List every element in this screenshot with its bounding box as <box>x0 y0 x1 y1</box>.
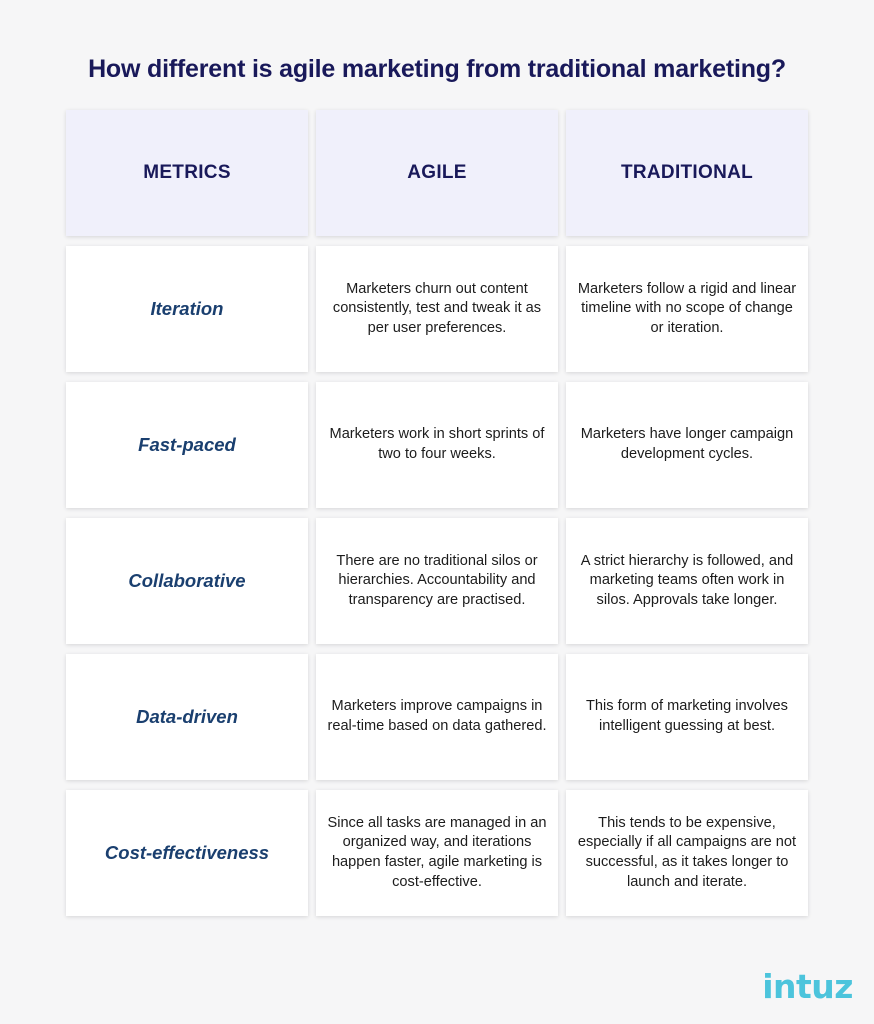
header-traditional: TRADITIONAL <box>566 110 808 236</box>
agile-fast-paced: Marketers work in short sprints of two to four weeks. <box>316 382 558 508</box>
metric-iteration: Iteration <box>66 246 308 372</box>
traditional-iteration: Marketers follow a rigid and linear timeline with no scope of change or iteration. <box>566 246 808 372</box>
metric-data-driven: Data-driven <box>66 654 308 780</box>
metric-cost-effectiveness: Cost-effectiveness <box>66 790 308 916</box>
header-agile: AGILE <box>316 110 558 236</box>
traditional-fast-paced: Marketers have longer campaign development cycles. <box>566 382 808 508</box>
comparison-table <box>66 110 809 916</box>
header-metrics: METRICS <box>66 110 308 236</box>
traditional-cost-effectiveness: This tends to be expensive, especially if all campaigns are not successful, as it takes longer to launch and iterate. <box>566 790 808 916</box>
agile-collaborative: There are no traditional silos or hierarchies. Accountability and transparency are practised. <box>316 518 558 644</box>
agile-cost-effectiveness: Since all tasks are managed in an organized way, and iterations happen faster, agile marketing is cost-effective. <box>316 790 558 916</box>
agile-iteration: Marketers churn out content consistently, test and tweak it as per user preferences. <box>316 246 558 372</box>
metric-collaborative: Collaborative <box>66 518 308 644</box>
traditional-data-driven: This form of marketing involves intelligent guessing at best. <box>566 654 808 780</box>
agile-data-driven: Marketers improve campaigns in real-time based on data gathered. <box>316 654 558 780</box>
intuz-logo: intuz <box>762 967 853 1006</box>
metric-fast-paced: Fast-paced <box>66 382 308 508</box>
page-title: How different is agile marketing from traditional marketing? <box>88 54 786 83</box>
traditional-collaborative: A strict hierarchy is followed, and marketing teams often work in silos. Approvals take longer. <box>566 518 808 644</box>
